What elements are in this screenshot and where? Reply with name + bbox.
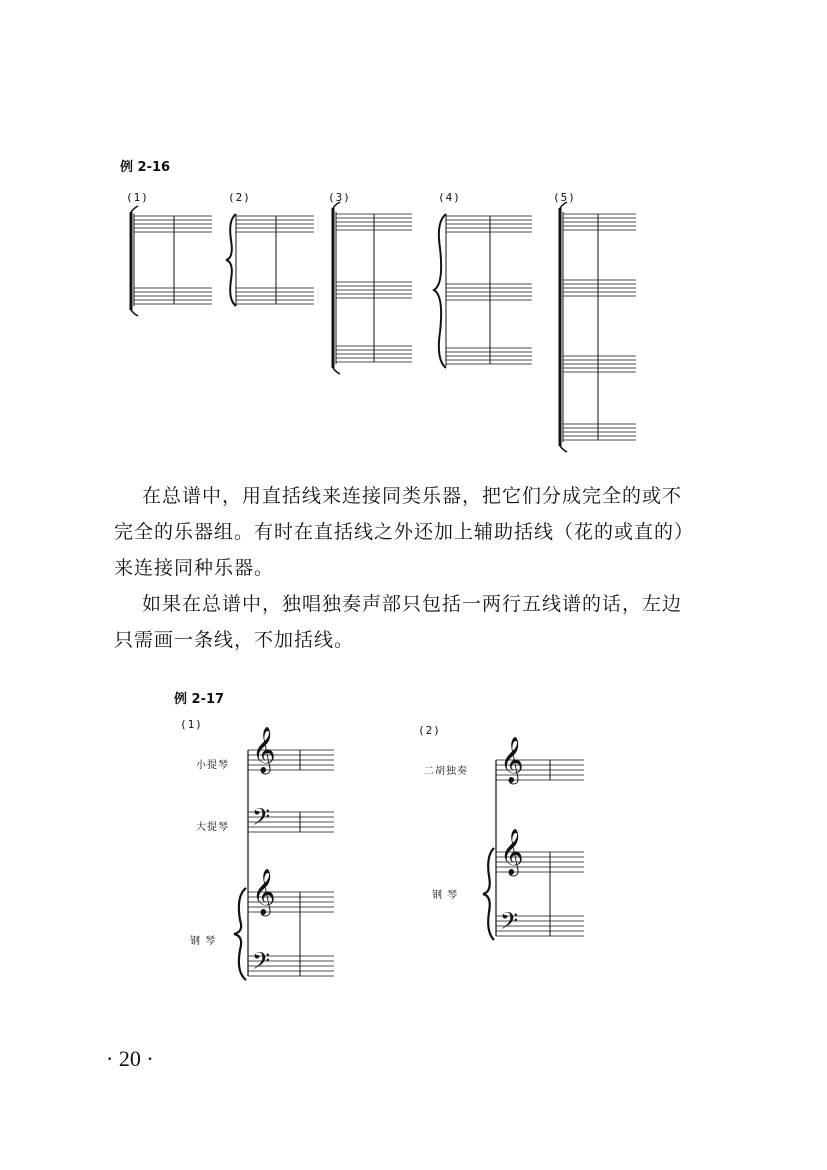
example-2-17-part-2-number: (2): [418, 724, 441, 737]
instrument-label-piano-2: 钢 琴: [432, 890, 459, 901]
example-2-17-part-1-number: (1): [180, 718, 203, 731]
staff-system-3: [333, 202, 412, 374]
example-2-16-item-2-number: (2): [228, 191, 251, 204]
bass-clef-icon: 𝄢: [500, 907, 519, 940]
example-2-16-staff-systems: [0, 0, 827, 470]
paragraph-1-line-1: 在总谱中，用直括线来连接同类乐器，把它们分成完全的或不: [142, 485, 683, 507]
staff-system-5: [560, 202, 636, 452]
paragraph-1-line-3: 来连接同种乐器。: [114, 557, 275, 579]
bass-clef-icon: 𝄢: [252, 803, 271, 836]
instrument-label-erhu-solo: 二胡独奏: [424, 766, 468, 777]
score-system-2: [483, 760, 584, 940]
instrument-label-violin: 小提琴: [196, 760, 229, 771]
page-number: · 20 ·: [106, 1046, 154, 1071]
paragraph-2-line-2: 只需画一条线，不加括线。: [114, 629, 355, 651]
treble-clef-icon: 𝄞: [500, 737, 524, 783]
example-2-16-item-3-number: (3): [328, 191, 351, 204]
example-2-16-label: 例 2-16: [120, 160, 171, 175]
paragraph-2-line-1: 如果在总谱中，独唱独奏声部只包括一两行五线谱的话，左边: [142, 593, 683, 615]
treble-clef-icon: 𝄞: [252, 869, 276, 915]
instrument-label-cello: 大提琴: [196, 822, 229, 833]
example-2-16-item-4-number: (4): [438, 191, 461, 204]
treble-clef-icon: 𝄞: [500, 829, 524, 875]
paragraph-1-line-2: 完全的乐器组。有时在直括线之外还加上辅助括线（花的或直的）: [114, 521, 695, 543]
example-2-16-item-1-number: (1): [126, 191, 149, 204]
treble-clef-icon: 𝄞: [252, 727, 276, 773]
score-system-1: [234, 750, 334, 980]
example-2-16-item-5-number: (5): [553, 191, 576, 204]
staff-system-4: [434, 214, 532, 368]
staff-system-2: [226, 214, 314, 306]
instrument-label-piano-1: 钢 琴: [190, 936, 217, 947]
staff-system-1: [131, 206, 212, 316]
example-2-17-staff-systems: [0, 720, 827, 1000]
example-2-17-label: 例 2-17: [174, 692, 225, 707]
bass-clef-icon: 𝄢: [252, 947, 271, 980]
